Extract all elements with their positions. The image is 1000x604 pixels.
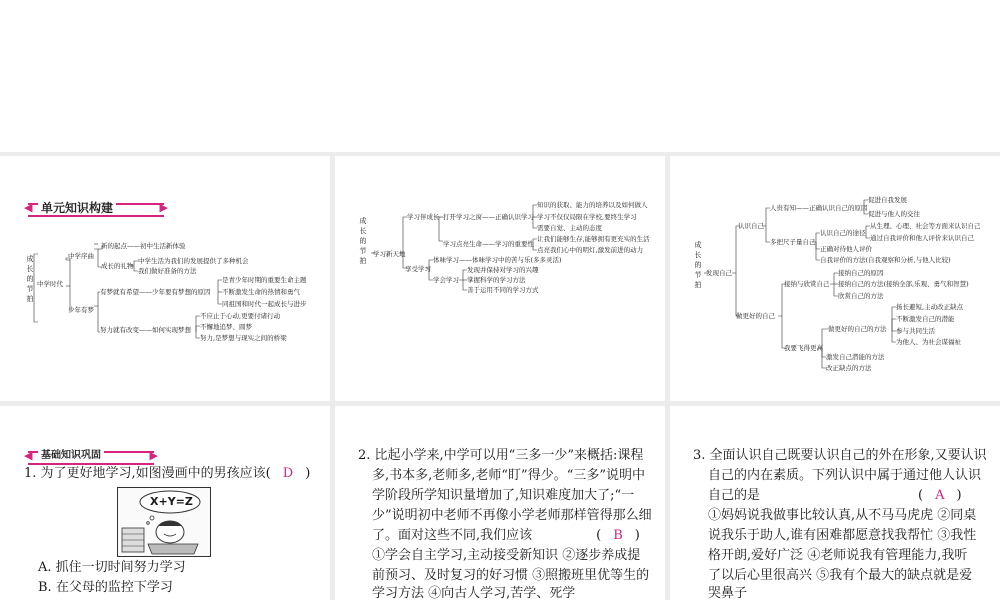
option-b[interactable]: B. 在父母的监控下学习 [38, 580, 173, 595]
node-l1: 学习新天地 [373, 250, 406, 258]
node-b: 做更好的自己 [736, 312, 775, 320]
banner-arrow-icon: ◀ [24, 449, 33, 462]
question-text: 1. 为了更好地学习,如图漫画中的男孩应该( [24, 466, 271, 481]
node-b: 享受学习 [405, 265, 431, 273]
node-a: 认识自己 [738, 222, 764, 230]
node-b2c: 善于运用不同的学习方式 [467, 286, 539, 294]
node-a1: 新的起点——初中生活新体验 [101, 242, 186, 250]
node-b2c: 努力,是梦想与现实之间的桥梁 [200, 334, 287, 342]
node-a2a: 中学生活为我们的发展提供了多种机会 [138, 257, 249, 265]
node-b: 少年有梦 [68, 306, 94, 314]
paren-close: ) [956, 488, 962, 503]
paren-open: ( [596, 528, 602, 543]
node-a2b: 我们做好准备的方法 [138, 267, 197, 275]
cartoon-image [117, 487, 211, 557]
node-l1: 中学时代 [37, 280, 63, 288]
node-b2c: 改正缺点的方法 [826, 364, 872, 372]
question-1-stem [24, 464, 310, 484]
node-a2a: 认识自己的途径 [820, 229, 866, 237]
node-a1b: 学习不仅仅局限在学校,要终生学习 [537, 213, 637, 221]
node-b1b: 接纳自己的方法(接纳全部,乐观、勇气和智慧) [838, 280, 969, 288]
node-a1b: 促进与他人的交往 [868, 210, 920, 218]
banner-arrow-icon: ▶ [159, 201, 168, 214]
question-2-line: 学习方法 ④向古人学习,苦学、死学 [372, 586, 576, 601]
node-b2: 努力就有改变——如何实现梦想 [100, 326, 191, 334]
question-2-line: 学阶段所学知识量增加了,知识难度加大了;“一 [372, 488, 635, 503]
question-text: 了。面对这些不同,我们应该 [372, 528, 533, 543]
node-b2a2: 不断激发自己的潜能 [896, 315, 955, 323]
node-b2a: 发现并保持对学习的兴趣 [467, 266, 539, 274]
question-2-line: 少”说明初中老师不再像小学老师那样管得那么细 [372, 508, 652, 523]
mindmap-root: 成长的节拍 [359, 217, 367, 265]
answer-mark: A [935, 488, 945, 503]
node-b1a: 是青少年时期的重要生命主题 [222, 276, 307, 284]
mindmap-root: 成长的节拍 [26, 255, 34, 303]
panel-mindmap-2 [335, 156, 665, 401]
node-a1: 人贵有知——正确认识自己的原因 [770, 204, 868, 212]
node-b1b: 不断激发生命的热情和勇气 [222, 288, 300, 296]
node-b2a: 不应止于心动,更要付诸行动 [200, 312, 281, 320]
node-b2: 学会学习 [433, 276, 459, 284]
question-2-line: ①学会自主学习,主动接受新知识 ②逐步养成提 [372, 548, 641, 563]
question-3-line: 自己的内在素质。下列认识中属于通过他人认识 [708, 468, 982, 483]
question-3-line: 哭鼻子 [708, 586, 748, 601]
node-a2b: 正确对待他人评价 [820, 245, 872, 253]
node-a1a: 促进自我发展 [868, 196, 907, 204]
top-blank-area [0, 0, 1000, 152]
banner-title: 单元知识构建 [38, 201, 116, 215]
node-a2a1: 从生理、心理、社会等方面来认识自己 [870, 222, 981, 230]
node-a: 中学序曲 [68, 252, 94, 260]
question-2-line: 2. 比起小学来,中学可以用“三多一少”来概括:课程 [358, 448, 644, 463]
node-a1c: 需要自觉、主动的态度 [537, 224, 602, 232]
node-b2a: 做更好的自己的方法 [828, 325, 887, 333]
section-banner [20, 448, 160, 464]
question-3-line [708, 486, 962, 506]
node-b1a: 接纳自己的原因 [838, 269, 884, 277]
node-b2a3: 参与共同生活 [896, 327, 935, 335]
question-2-line: 多,书本多,老师多,老师“盯”得少。“三多”说明中 [372, 468, 645, 483]
node-b1: 有梦就有希望——少年要有梦想的原因 [100, 288, 211, 296]
node-b2a4: 为他人、为社会谋福祉 [896, 338, 961, 346]
question-2-line [372, 526, 640, 546]
node-a2a: 让我们能够生存,能够拥有更充实的生活 [537, 235, 650, 243]
node-b1: 体味学习——体味学习中的苦与乐(多多灵活) [433, 256, 562, 264]
node-b1c: 欣赏自己的方法 [838, 292, 884, 300]
paren-open: ( [918, 488, 924, 503]
node-b1: 接纳与欣赏自己 [784, 280, 830, 288]
cartoon-bubble-text: X+Y=Z [150, 495, 193, 508]
question-2-line: 前预习、及时复习的好习惯 ③照搬班里优等生的 [372, 568, 650, 583]
node-a2: 多把尺子量自己 [770, 238, 816, 246]
node-a2a2: 通过自我评价和他人评价来认识自己 [870, 234, 974, 242]
node-b2a1: 扬长避短,主动改正缺点 [896, 303, 964, 311]
banner-arrow-icon: ◀ [24, 201, 33, 214]
node-a2c: 自我评价的方法(自我观察和分析,与他人比较) [820, 256, 951, 264]
mindmap-root: 成长的节拍 [694, 241, 702, 289]
node-b2: 我要飞得更高 [784, 344, 823, 352]
paren-close: ) [634, 528, 640, 543]
answer-mark: D [282, 466, 294, 481]
panel-mindmap-1 [0, 156, 330, 401]
answer-mark: B [613, 528, 623, 543]
paren-close: ) [305, 466, 311, 481]
banner-arrow-icon: ▶ [149, 449, 158, 462]
node-a1a: 知识的获取、能力的培养以及如何做人 [537, 201, 648, 209]
node-l1: 发现自己 [706, 269, 732, 277]
node-a1: 打开学习之窗——正确认识学习 [443, 213, 534, 221]
question-3-line: 说我乐于助人,谁有困难都愿意找我帮忙 ③我性 [708, 528, 977, 543]
node-a2b: 点亮我们心中的明灯,激发前进的动力 [537, 246, 644, 254]
question-3-line: ①妈妈说我做事比较认真,从不马马虎虎 ②同桌 [708, 508, 977, 523]
node-b2b: 激发自己潜能的方法 [826, 353, 885, 361]
panel-mindmap-3 [670, 156, 1000, 401]
question-text: 自己的是 [708, 488, 761, 503]
question-3-line: 格开朗,爱好广泛 ④老师说我有管理能力,我听 [708, 548, 968, 563]
option-a[interactable]: A. 抓住一切时间努力学习 [38, 560, 186, 575]
question-3-line: 了以后心里很高兴 ⑤我有个最大的缺点就是爱 [708, 568, 973, 583]
node-a: 学习伴成长 [407, 213, 440, 221]
node-a2: 学习点亮生命——学习的重要性 [443, 240, 534, 248]
node-a2: 成长的礼物 [101, 262, 134, 270]
banner-title: 基础知识巩固 [38, 449, 104, 463]
node-b2b: 掌握科学的学习方法 [467, 276, 526, 284]
question-3-line: 3. 全面认识自己既要认识自己的外在形象,又要认识 [693, 448, 987, 463]
node-b2b: 不懈地追梦、圆梦 [200, 323, 252, 331]
node-b1c: 同祖国和时代一起成长与进步 [222, 300, 307, 308]
